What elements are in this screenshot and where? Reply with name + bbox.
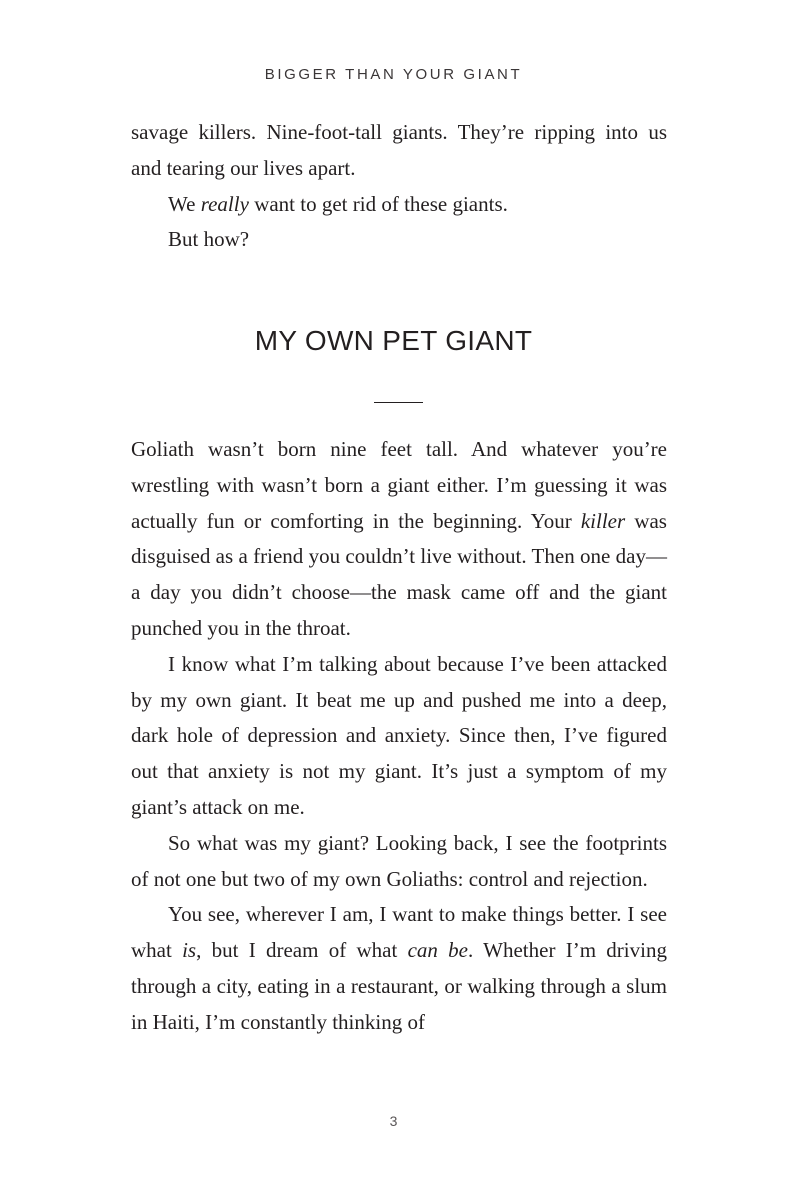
paragraph: I know what I’m talking about because I’ve been attacked by my own giant. It beat me up and pushed me into a deep, dark hole of depression and anxiety. Since then, I’ve figured out that anxiety is not my giant. It’s just a symptom of my giant’s attack on me. (131, 651, 667, 819)
page-number: 3 (389, 1113, 398, 1129)
section-heading: MY OWN PET GIANT (254, 325, 533, 356)
emphasis: killer (580, 508, 626, 533)
section-divider (374, 402, 423, 403)
paragraph: Goliath wasn’t born nine feet tall. And whatever you’re wrestling with wasn’t born a giant either. I’m guessing it was actually fun or comforting in the beginning. Your killer was disguised as a friend you couldn’t live without. Then one day—a day you didn’t choose—the mask came off and the giant punched you in the throat. (131, 437, 667, 640)
paragraph: savage killers. Nine-foot-tall giants. They’re ripping into us and tearing our lives apart. (131, 120, 667, 180)
running-head: BIGGER THAN YOUR GIANT (264, 66, 523, 83)
emphasis: is (182, 938, 197, 963)
emphasis: can be (407, 938, 469, 963)
intro-text (131, 115, 667, 258)
paragraph: We really want to get rid of these giants. (168, 191, 508, 216)
body-text (131, 432, 667, 1041)
paragraph: So what was my giant? Looking back, I see the footprints of not one but two of my own Goliaths: control and rejection. (131, 830, 667, 891)
paragraph: But how? (168, 227, 250, 252)
emphasis: really (200, 191, 249, 216)
paragraph: You see, wherever I am, I want to make things better. I see what is, but I dream of what can be. Whether I’m driving through a city, eating in a restaurant, or walking through a slum in Haiti, I’m constantly thinking of (131, 902, 667, 1034)
